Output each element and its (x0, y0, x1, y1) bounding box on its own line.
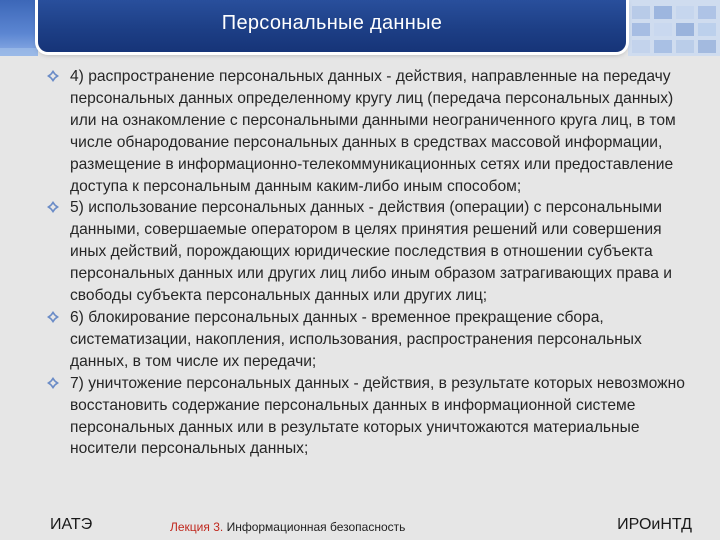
diamond-bullet-icon (46, 69, 60, 83)
bullet-item-4 (46, 66, 686, 197)
footer-lecture-info (170, 520, 405, 534)
title-bar (38, 0, 626, 52)
bullet-text: 4) распространение персональных данных - действия, направленные на передачу персональных данных определенному кругу лиц (передача персональных данных) или на ознакомление с персональными данными неограниченного круга лиц, в том числе обнародование персональных данных в средствах массовой информации, размещение в информационно-телекоммуникационных сетях или предоставление доступа к персональным данным каким-либо иным способом; (70, 68, 676, 195)
bullet-item-6 (46, 307, 686, 373)
slide-body (46, 66, 686, 510)
footer-lecture-number: 3. (213, 520, 224, 534)
diamond-bullet-icon (46, 310, 60, 324)
slide-title: Персональные данные (221, 12, 443, 34)
diamond-bullet-icon (46, 200, 60, 214)
bullet-text: 5) использование персональных данных - действия (операции) с персональными данными, совершаемые оператором в целях принятия решений или совершения иных действий, порождающих юридические последствия в отношении субъекта персональных данных или других лиц либо иным образом затрагивающих права и свободы субъекта персональных данных или других лиц; (70, 199, 672, 305)
corner-decoration-left-stripe (0, 48, 38, 56)
footer-institution: ИАТЭ (50, 516, 93, 533)
bullet-item-7 (46, 373, 686, 461)
bullet-item-5 (46, 197, 686, 307)
footer-lecture-topic: Информационная безопасность (226, 520, 406, 534)
bullet-list (46, 66, 686, 460)
bullet-text: 7) уничтожение персональных данных - действия, в результате которых невозможно восстановить содержание персональных данных в информационной системе персональных данных или в результате которых уничтожаются материальные носители персональных данных; (70, 374, 685, 458)
bullet-text: 6) блокирование персональных данных - временное прекращение сбора, систематизации, накопления, использования, распространения персональных данных, в том числе их передачи; (70, 308, 642, 370)
corner-decoration-right (628, 0, 720, 56)
footer-lecture-word: Лекция (170, 520, 210, 534)
diamond-bullet-icon (46, 376, 60, 390)
footer-department: ИРОиНТД (617, 516, 692, 533)
